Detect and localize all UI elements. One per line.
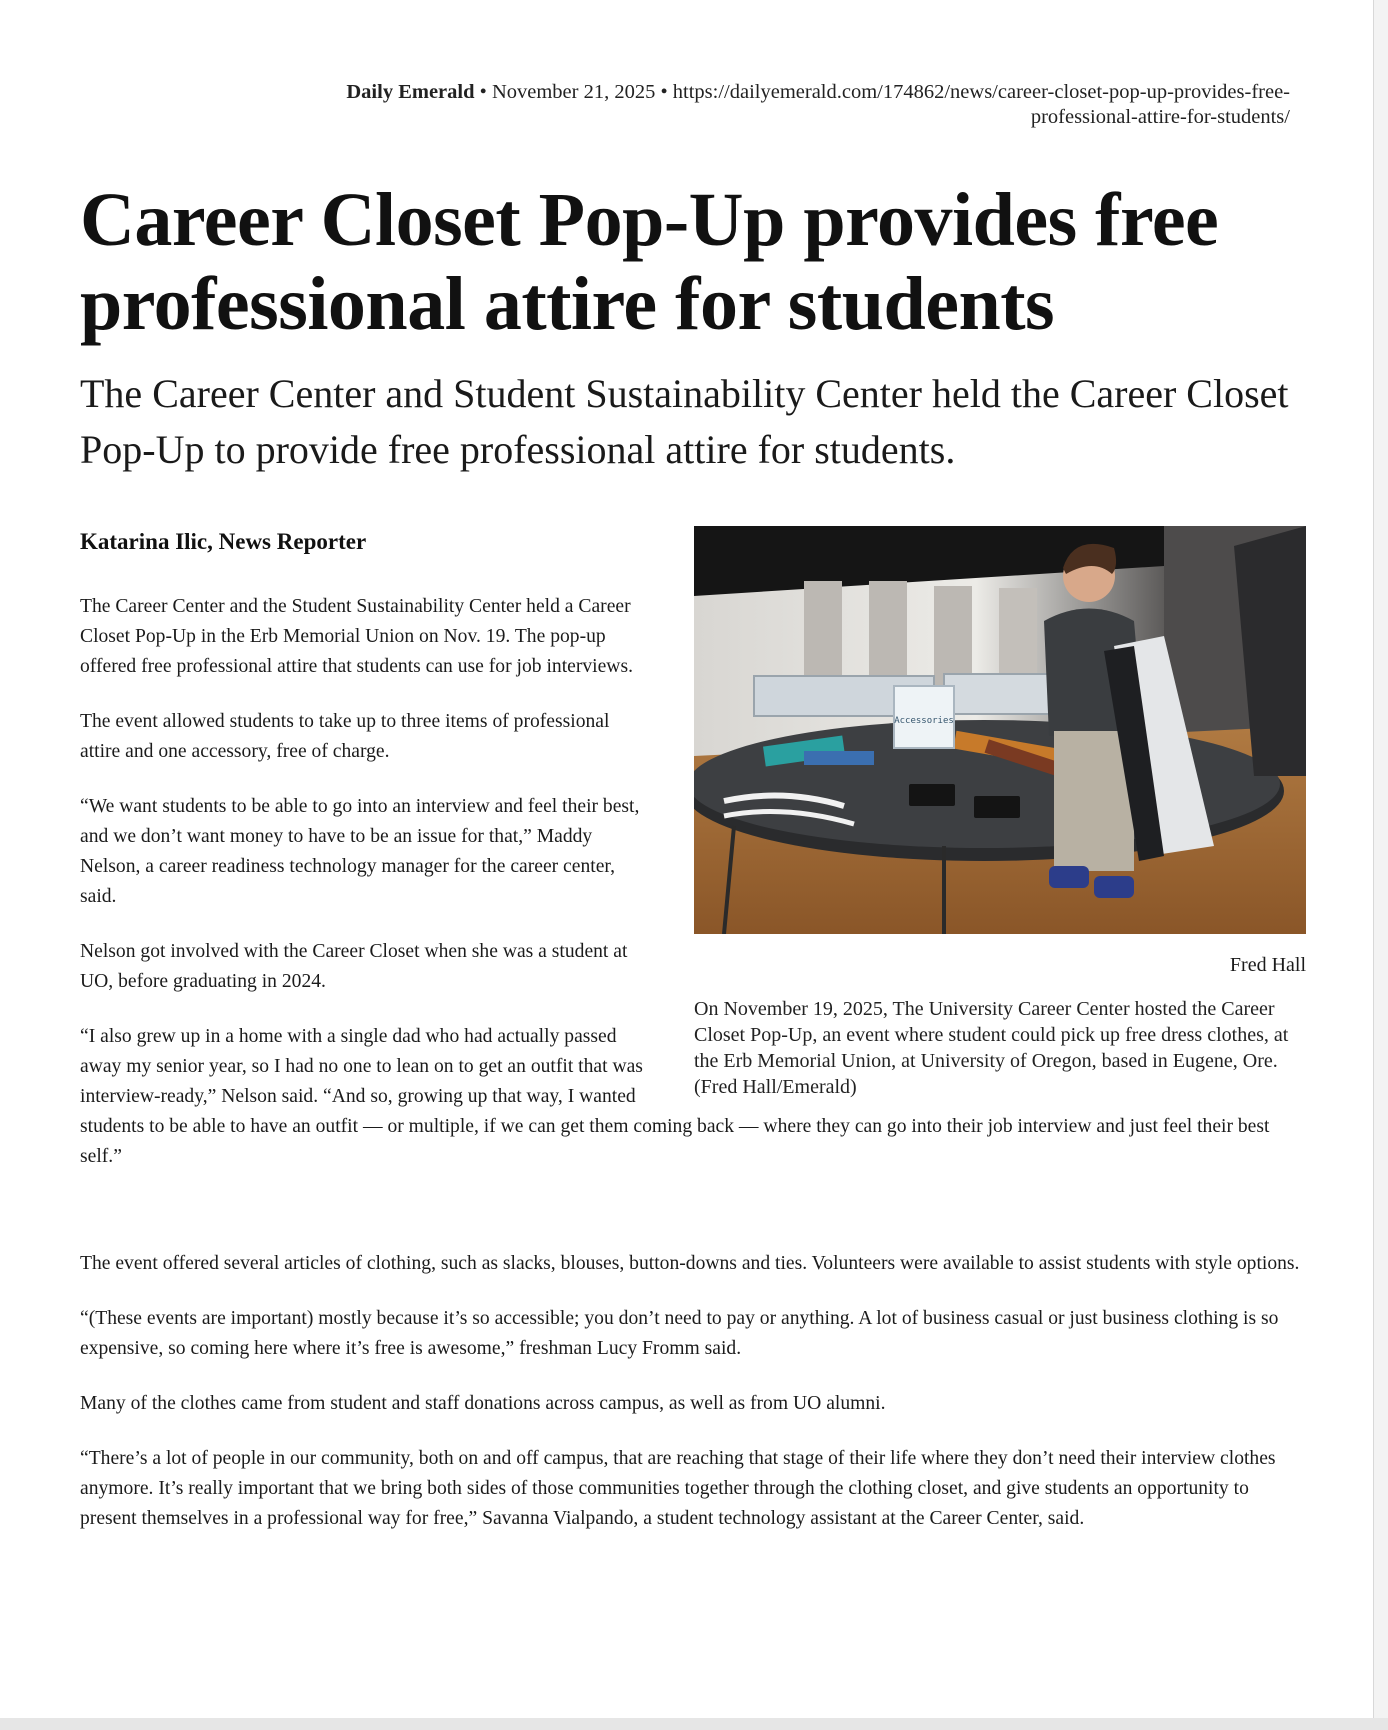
page-scrollbar[interactable] — [1373, 0, 1388, 1718]
article-photo — [694, 526, 1306, 934]
photo-caption: On November 19, 2025, The University Career Center hosted the Career Closet Pop-Up, an event where student could pick up free dress clothes, at the Erb Memorial Union, at University of Oregon, based in Eugene, Ore. (Fred Hall/Emerald) — [694, 998, 1289, 1098]
paragraph: The event offered several articles of clothing, such as slacks, blouses, button-downs and ties. Volunteers were available to assist students with style options. — [80, 1253, 1300, 1274]
paragraph: “I also grew up in a home with a single dad who had actually passed away my senior year, so I had no one to lean on to get an outfit that was interview-ready,” Nelson said. “And so, growing up that way, I wanted students to be able to have an outfit — or multiple, if we can get them coming back — where they can go into their job interview and just feel their best self.” — [80, 1026, 1270, 1167]
paragraph: The event allowed students to take up to three items of professional attire and one accessory, free of charge. — [80, 711, 610, 762]
meta-separator: • — [474, 81, 492, 103]
article-url[interactable]: https://dailyemerald.com/174862/news/career-closet-pop-up-provides-free-professional-attire-for-students/ — [672, 81, 1290, 128]
section-gap — [80, 1197, 1306, 1249]
headline: Career Closet Pop-Up provides free professional attire for students — [80, 178, 1219, 346]
photo-figure — [694, 526, 1306, 1100]
paragraph: Nelson got involved with the Career Closet when she was a student at UO, before graduating in 2024. — [80, 941, 628, 992]
publish-date: November 21, 2025 — [491, 81, 656, 103]
byline: Katarina Ilic, News Reporter — [80, 529, 367, 554]
article-meta — [290, 80, 1290, 130]
article-body — [80, 592, 1306, 1559]
meta-separator: • — [655, 81, 673, 103]
paragraph: “We want students to be able to go into an interview and feel their best, and we don’t want money to have to be an issue for that,” Maddy Nelson, a career readiness technology manager for the career center, said. — [80, 796, 640, 907]
accessories-sign: Accessories — [894, 716, 954, 726]
paragraph: “(These events are important) mostly because it’s so accessible; you don’t need to pay or anything. A lot of business casual or just business clothing is so expensive, so coming here where it’s free is awesome,” freshman Lucy Fromm said. — [80, 1308, 1279, 1359]
subheadline: The Career Center and Student Sustainability Center held the Career Closet Pop-Up to provide free professional attire for students. — [80, 371, 1289, 472]
paragraph: “There’s a lot of people in our community, both on and off campus, that are reaching that stage of their life where they don’t need their interview clothes anymore. It’s really important that we bring both sides of those communities together through the clothing closet, and give students an opportunity to present themselves in a professional way for free,” Savanna Vialpando, a student technology assistant at the Career Center, said. — [80, 1448, 1276, 1529]
photo-credit: Fred Hall — [1229, 954, 1306, 976]
publication-name: Daily Emerald — [346, 81, 475, 103]
paragraph: The Career Center and the Student Sustainability Center held a Career Closet Pop-Up in the Erb Memorial Union on Nov. 19. The pop-up offered free professional attire that students can use for job interviews. — [80, 596, 633, 677]
paragraph: Many of the clothes came from student and staff donations across campus, as well as from UO alumni. — [80, 1393, 886, 1414]
